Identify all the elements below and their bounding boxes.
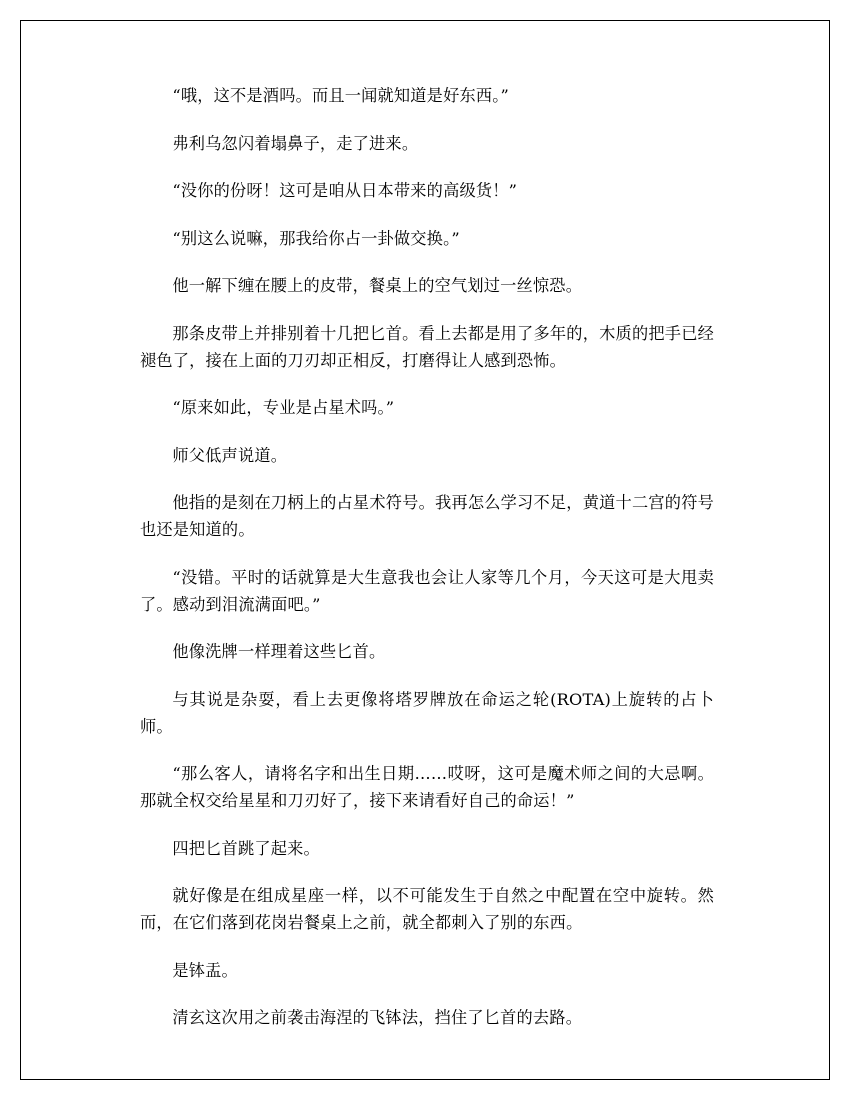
paragraph: “那么客人，请将名字和出生日期……哎呀，这可是魔术师之间的大忌啊。那就全权交给星星和刀刃好了，接下来请看好自己的命运！” bbox=[140, 764, 714, 810]
paragraph: “哦，这不是酒吗。而且一闻就知道是好东西。” bbox=[172, 86, 509, 105]
paragraph: “别这么说嘛，那我给你占一卦做交换。” bbox=[172, 228, 460, 248]
paragraph: 是钵盂。 bbox=[172, 960, 238, 980]
paragraph: “没你的份呀！这可是咱从日本带来的高级货！” bbox=[172, 181, 518, 200]
paragraph: 师父低声说道。 bbox=[172, 445, 288, 465]
paragraph: “原来如此，专业是占星术吗。” bbox=[172, 398, 395, 417]
paragraph: 他一解下缠在腰上的皮带，餐桌上的空气划过一丝惊恐。 bbox=[172, 276, 583, 295]
paragraph: 那条皮带上并排别着十几把匕首。看上去都是用了多年的，木质的把手已经褪色了，接在上面的刀刃却正相反，打磨得让人感到恐怖。 bbox=[140, 323, 714, 370]
paragraph: 他像洗牌一样理着这些匕首。 bbox=[172, 642, 386, 661]
paragraph: 他指的是刻在刀柄上的占星术符号。我再怎么学习不足，黄道十二宫的符号也还是知道的。 bbox=[140, 493, 714, 539]
paragraph: “没错。平时的话就算是大生意我也会让人家等几个月，今天这可是大甩卖了。感动到泪流满面吧。” bbox=[140, 567, 714, 614]
paragraph: 就好像是在组成星座一样，以不可能发生于自然之中配置在空中旋转。然而，在它们落到花岗岩餐桌上之前，就全都刺入了别的东西。 bbox=[140, 886, 714, 932]
paragraph: 清玄这次用之前袭击海涅的飞钵法，挡住了匕首的去路。 bbox=[172, 1008, 583, 1027]
paragraph: 与其说是杂耍，看上去更像将塔罗牌放在命运之轮(ROTA)上旋转的占卜师。 bbox=[140, 689, 714, 736]
page-text-body bbox=[140, 82, 714, 1031]
paragraph: 弗利乌忽闪着塌鼻子，走了进来。 bbox=[172, 133, 419, 153]
paragraph: 四把匕首跳了起来。 bbox=[172, 838, 320, 858]
